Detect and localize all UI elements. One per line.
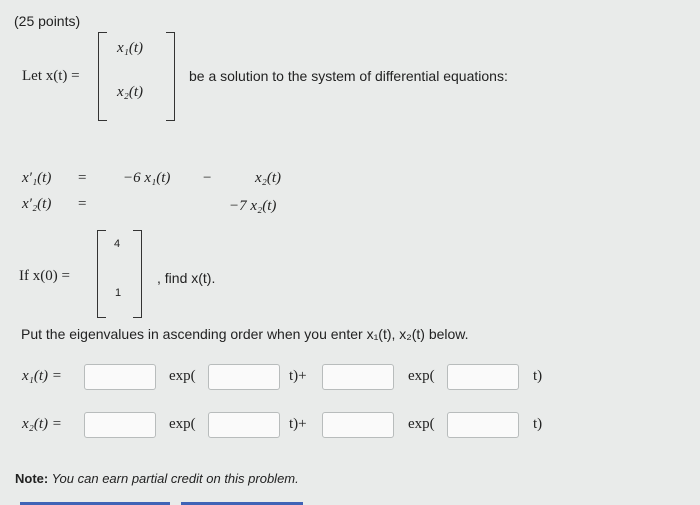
system-row2-term2: −7 x₂(t) [229, 198, 277, 214]
initial-bracket-left [97, 230, 106, 318]
note-text [15, 471, 299, 486]
initial-lhs: If x(0) = [19, 268, 70, 284]
system-row1-term2: x₂(t) [255, 170, 282, 186]
answer-x1-eigen1-input[interactable] [208, 364, 280, 390]
initial-bracket-right [133, 230, 142, 318]
answer-x1-eigen2-input[interactable] [447, 364, 519, 390]
answer-x1-coeff2-input[interactable] [322, 364, 394, 390]
answer-x2-coeff1-input[interactable] [84, 412, 156, 438]
instruction-text: Put the eigenvalues in ascending order when you enter x₁(t), x₂(t) below. [21, 326, 469, 342]
answer-row2-exp1: exp( [169, 416, 196, 432]
note-bold-label: Note: [15, 471, 49, 486]
system-row1-term1: −6 x₁(t) [123, 170, 171, 186]
system-row1-operator: − [203, 170, 212, 186]
answer-row2-exp2: exp( [408, 416, 435, 432]
initial-top-value: 4 [114, 238, 121, 250]
system-row1-lhs: x′₁(t) [22, 170, 52, 186]
answer-row1-plus: t)+ [289, 368, 307, 384]
answer-x2-eigen2-input[interactable] [447, 412, 519, 438]
note-body: You can earn partial credit on this problem. [48, 471, 299, 486]
vector-x2: x₂(t) [117, 84, 144, 100]
answer-row1-close: t) [533, 368, 543, 384]
answer-row2-label: x₂(t) = [22, 416, 62, 432]
answer-row2-close: t) [533, 416, 543, 432]
solution-description: be a solution to the system of differential equations: [189, 68, 508, 84]
vector-x1: x₁(t) [117, 40, 144, 56]
answer-x2-eigen1-input[interactable] [208, 412, 280, 438]
solution-lhs: Let x(t) = [22, 68, 80, 84]
initial-description: , find x(t). [157, 270, 216, 286]
vector-bracket-left [98, 32, 107, 121]
answer-row1-label: x₁(t) = [22, 368, 62, 384]
initial-bottom-value: 1 [115, 287, 122, 299]
answer-row1-exp1: exp( [169, 368, 196, 384]
answer-x1-coeff1-input[interactable] [84, 364, 156, 390]
system-row2-lhs: x′₂(t) [22, 196, 52, 212]
answer-x2-coeff2-input[interactable] [322, 412, 394, 438]
points-label: (25 points) [14, 13, 81, 29]
vector-bracket-right [166, 32, 175, 121]
system-row2-eq: = [78, 196, 87, 212]
answer-row2-plus: t)+ [289, 416, 307, 432]
system-row1-eq: = [78, 170, 87, 186]
answer-row1-exp2: exp( [408, 368, 435, 384]
